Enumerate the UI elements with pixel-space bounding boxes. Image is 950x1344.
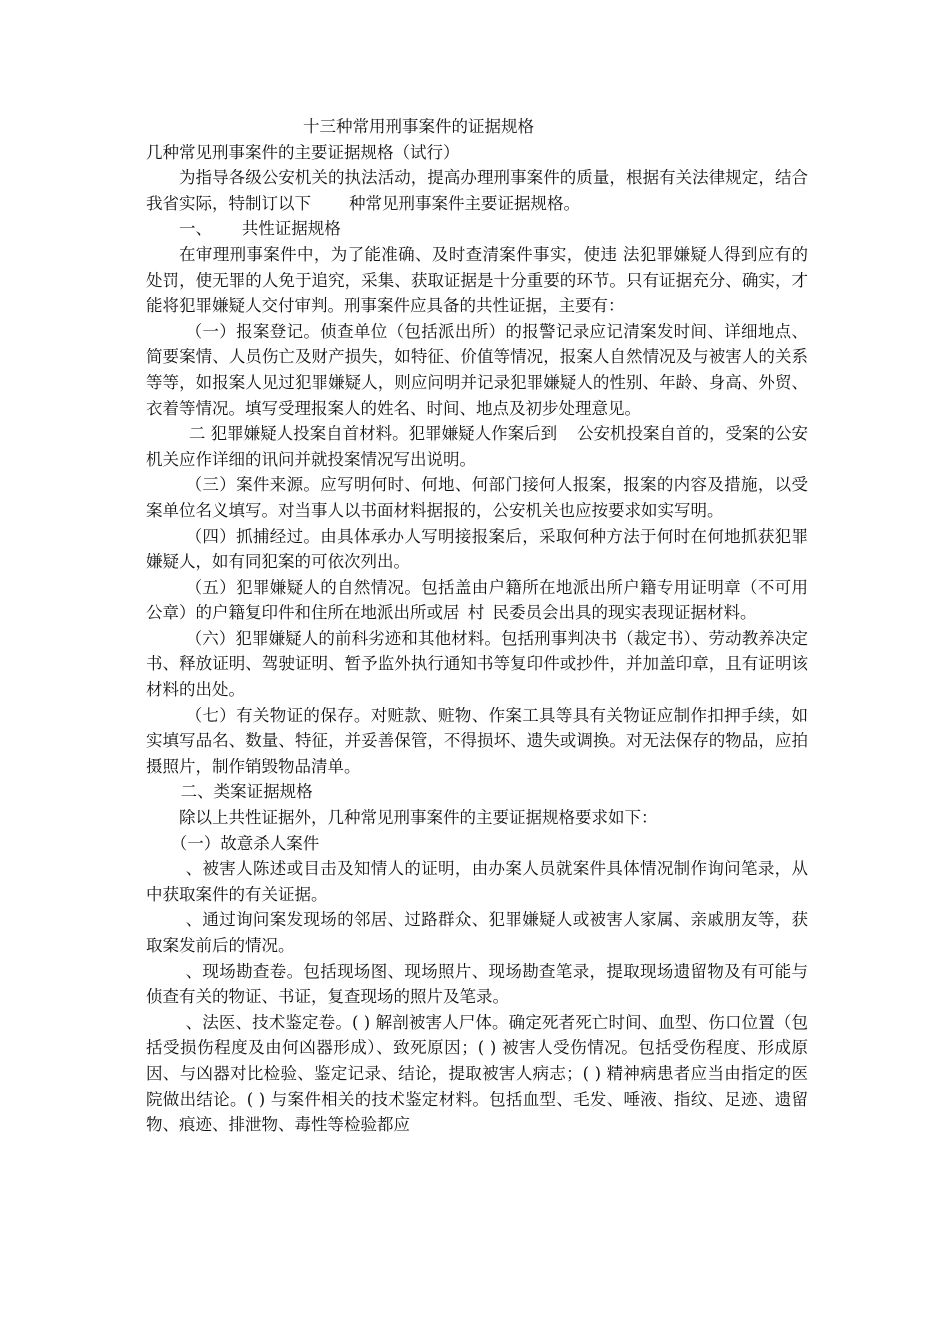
item-arrest-process: （四）抓捕经过。由具体承办人写明接报案后，采取何种方法于何时在何地抓获犯罪嫌疑人，如有同犯案的可依次列出。 xyxy=(146,526,808,572)
homicide-item-forensic: 、法医、技术鉴定卷。( ) 解剖被害人尸体。确定死者死亡时间、血型、伤口位置（包括受损伤程度及由何凶器形成）、致死原因；( ) 被害人受伤情况。包括受伤程度、形成原因、与凶器对比检验、鉴定记录、结论，提取被害人病志；( ) 精神病患者应当由指定的医院做出结论。( ) 与案件相关的技术鉴定材料。包括血型、毛发、唾液、指纹、足迹、遗留物、痕迹、排泄物、毒性等检验都应 xyxy=(146,1012,808,1135)
intro-paragraph xyxy=(146,165,808,216)
item-surrender-material xyxy=(146,421,808,472)
homicide-item-testimony: 、被害人陈述或目击及知情人的证明，由办案人员就案件具体情况制作询问笔录，从中获取案件的有关证据。 xyxy=(146,859,808,904)
section-heading-common xyxy=(146,216,808,242)
homicide-item-scene-inspection: 、现场勘查卷。包括现场图、现场照片、现场勘查笔录，提取现场遗留物及有可能与侦查有关的物证、书证，复查现场的照片及笔录。 xyxy=(146,961,808,1007)
item5-text-b: 村 xyxy=(467,603,485,623)
item2-text-b: 公安机投案自首的，受案的公安机关应作详细的讯问并就投案情况写出说明。 xyxy=(146,424,809,469)
document-subtitle: 几种常见刑事案件的主要证据规格（试行） xyxy=(146,142,460,162)
item2-text-a: 二 犯罪嫌疑人投案自首材料。犯罪嫌疑人作案后到 xyxy=(188,424,558,444)
section-title: 共性证据规格 xyxy=(241,219,341,239)
page-title: 十三种常用刑事案件的证据规格 xyxy=(303,117,534,136)
item-physical-evidence: （七）有关物证的保存。对赃款、赃物、作案工具等具有关物证应制作扣押手续，如实填写品名、数量、特征，并妥善保管，不得损坏、遗失或调换。对无法保存的物品，应拍摄照片，制作销毁物品清单。 xyxy=(146,705,808,776)
paragraph-case-types-intro: 除以上共性证据外，几种常见刑事案件的主要证据规格要求如下： xyxy=(179,808,658,828)
item-criminal-record: （六）犯罪嫌疑人的前科劣迹和其他材料。包括刑事判决书（裁定书）、劳动教养决定书、释放证明、驾驶证明、暂予监外执行通知书等复印件或抄件，并加盖印章，且有证明该材料的出处。 xyxy=(146,628,808,700)
item-report-registration: （一）报案登记。侦查单位（包括派出所）的报警记录应记清案发时间、详细地点、简要案情、人员伤亡及财产损失，如特征、价值等情况，报案人自然情况及与被害人的关系等等，如报案人见过犯罪嫌疑人，则应问明并记录犯罪嫌疑人的性别、年龄、身高、外贸、衣着等情况。填写受理报案人的姓名、时间、地点及初步处理意见。 xyxy=(146,321,808,418)
item5-text-c: 民委员会出具的现实表现证据材料。 xyxy=(492,603,757,623)
intro-text-b: 种常见刑事案件主要证据规格。 xyxy=(348,193,580,213)
document-body xyxy=(146,114,808,1138)
paragraph-common-evidence: 在审理刑事案件中，为了能准确、及时查清案件事实，使违 法犯罪嫌疑人得到应有的处罚，使无罪的人免于追究，采集、获取证据是十分重要的环节。只有证据充分、确实，才能将犯罪嫌疑人交付审判。刑事案件应具备的共性证据，主要有： xyxy=(146,244,808,316)
section-heading-case-types: 二、类案证据规格 xyxy=(180,782,313,802)
section-number: 一、 xyxy=(179,219,212,239)
item5-text-a: （五）犯罪嫌疑人的自然情况。包括盖由户籍所在地派出所户籍专用证明章（不可用公章）的户籍复印件和住所在地派出所或居 xyxy=(146,577,808,623)
homicide-item-inquiry: 、通过询问案发现场的邻居、过路群众、犯罪嫌疑人或被害人家属、亲戚朋友等，获取案发前后的情况。 xyxy=(146,910,808,955)
intro-text-a: 为指导各级公安机关的执法活动，提高办理刑事案件的质量，根据有关法律规定，结合我省实际，特制订以下 xyxy=(146,168,808,213)
case-heading-homicide: （一）故意杀人案件 xyxy=(170,833,320,853)
item-case-source: （三）案件来源。应写明何时、何地、何部门接何人报案，报案的内容及措施，以受案单位名义填写。对当事人以书面材料据报的，公安机关也应按要求如实写明。 xyxy=(146,475,808,520)
item-suspect-info xyxy=(146,575,808,626)
